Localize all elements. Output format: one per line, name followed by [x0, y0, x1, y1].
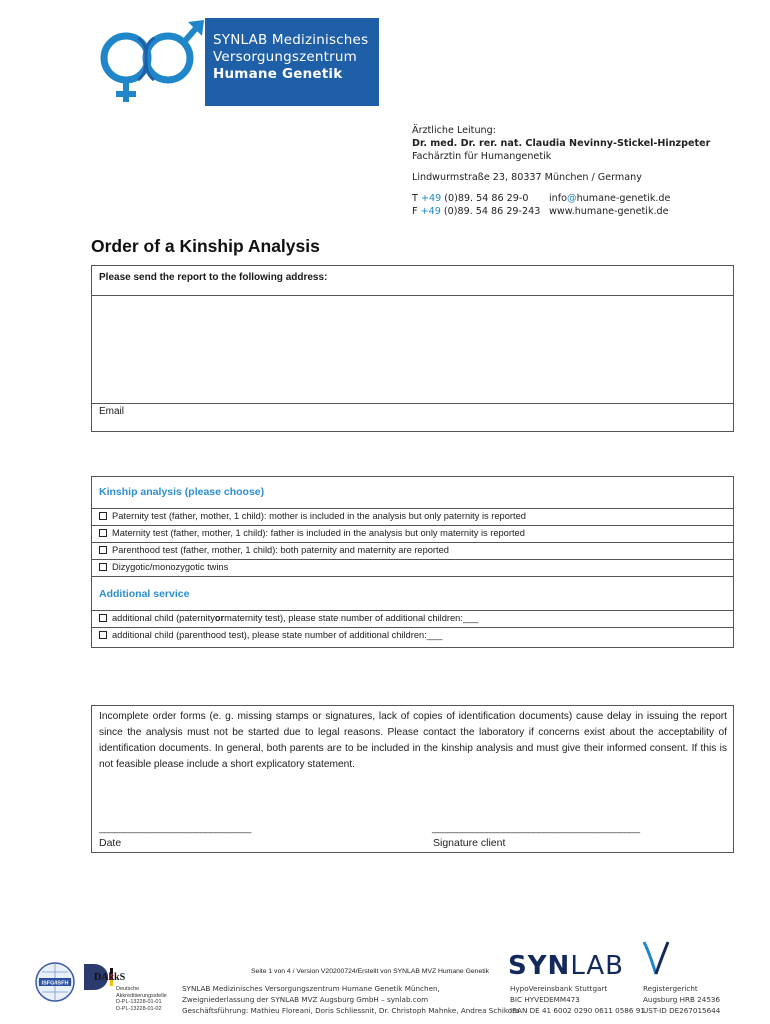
kinship-heading: Kinship analysis (please choose) [99, 486, 265, 498]
signature-line[interactable]: _________________________________________ [432, 823, 640, 834]
accreditation-seal-icon [34, 961, 76, 1003]
consent-text: Incomplete order forms (e. g. missing stamps or signatures, lack of copies of identification documents) cause delay in issuing the report since the analysis must not be started due to legal reasons. Please contact the laboratory if concerns exist about the acceptability of identification documents. In general, both parents are to be included in the kinship analysis and must give their informed consent. If this is not feasible please include a short explicatory statement. [99, 711, 727, 770]
additional-heading: Additional service [99, 588, 190, 600]
email-link[interactable]: info@humane-genetik.de [549, 193, 671, 204]
option-additional-child-1[interactable]: additional child (paternity or maternity test), please state number of additional children:___ [99, 613, 478, 623]
dakks-badge [82, 962, 179, 1018]
footer-company-info: SYNLAB Medizinisches Versorgungszentrum Humane Genetik München, Zweigniederlassung der SYNLAB MVZ Augsburg GmbH – synlab.com Geschäftsführung: Mathieu Floreani, Doris Schliessnit, Dr. Christoph Mahnke, Andrea Schikora [182, 984, 520, 1015]
page-title: Order of a Kinship Analysis [91, 236, 320, 256]
option-paternity[interactable]: Paternity test (father, mother, 1 child): mother is included in the analysis but only paternity is reported [99, 511, 526, 521]
email-label: Email [99, 406, 125, 417]
brand-line-1: SYNLAB Medizinisches [213, 32, 369, 48]
option-parenthood[interactable]: Parenthood test (father, mother, 1 child): both paternity and maternity are reported [99, 545, 449, 555]
synlab-genetics-logo [88, 18, 206, 106]
consent-box [91, 705, 734, 853]
additional-child-1-checkbox[interactable] [99, 614, 107, 622]
date-line[interactable]: ______________________________ [99, 823, 251, 834]
leitung-label: Ärztliche Leitung: [412, 125, 496, 136]
postal-address: Lindwurmstraße 23, 80337 München / Germany [412, 172, 642, 183]
doctor-name: Dr. med. Dr. rer. nat. Claudia Nevinny-Stickel-Hinzpeter [412, 138, 711, 149]
brand-line-2: Versorgungszentrum [213, 49, 358, 65]
parenthood-checkbox[interactable] [99, 546, 107, 554]
address-header: Please send the report to the following address: [92, 266, 733, 296]
kinship-box [91, 476, 734, 648]
brand-box [205, 18, 379, 106]
dakks-subtitle: Deutsche Akkreditierungsstelle D-PL-13228-01-01 D-PL-13228-01-02 [116, 986, 167, 1012]
maternity-checkbox[interactable] [99, 529, 107, 537]
option-additional-child-2[interactable]: additional child (parenthood test), please state number of additional children:___ [99, 630, 442, 640]
footer-bank-info: HypoVereinsbank Stuttgart BIC HYVEDEMM473 IBAN DE 41 6002 0290 0611 0586 91 [510, 984, 645, 1015]
additional-child-2-checkbox[interactable] [99, 631, 107, 639]
address-box [91, 265, 734, 432]
page-info: Seite 1 von 4 / Version V20200724/Erstellt von SYNLAB MVZ Humane Genetik [251, 968, 490, 975]
synlab-mark-icon [640, 940, 674, 976]
twins-checkbox[interactable] [99, 563, 107, 571]
doctor-title: Fachärztin für Humangenetik [412, 151, 552, 162]
option-twins[interactable]: Dizygotic/monozygotic twins [99, 562, 228, 572]
contact-block [412, 124, 742, 218]
signature-label: Signature client [433, 837, 506, 849]
date-label: Date [99, 837, 122, 849]
footer-register-info: Registergericht Augsburg HRB 24536 UST-ID DE267015644 [643, 984, 721, 1015]
website-link[interactable]: www.humane-genetik.de [549, 206, 669, 217]
dakks-name: DAkkS [94, 972, 126, 983]
email-input[interactable] [132, 404, 727, 430]
synlab-wordmark: SYNLAB [508, 951, 625, 981]
brand-line-3: Humane Genetik [213, 66, 343, 82]
option-maternity[interactable]: Maternity test (father, mother, 1 child): father is included in the analysis but only maternity is reported [99, 528, 525, 538]
paternity-checkbox[interactable] [99, 512, 107, 520]
seal-text: ISFG/ISFH [41, 980, 69, 987]
fax-line: F +49 (0)89. 54 86 29-243 [412, 206, 541, 217]
phone-line: T +49 (0)89. 54 86 29-0 [412, 193, 529, 204]
address-input-area[interactable] [92, 296, 733, 403]
